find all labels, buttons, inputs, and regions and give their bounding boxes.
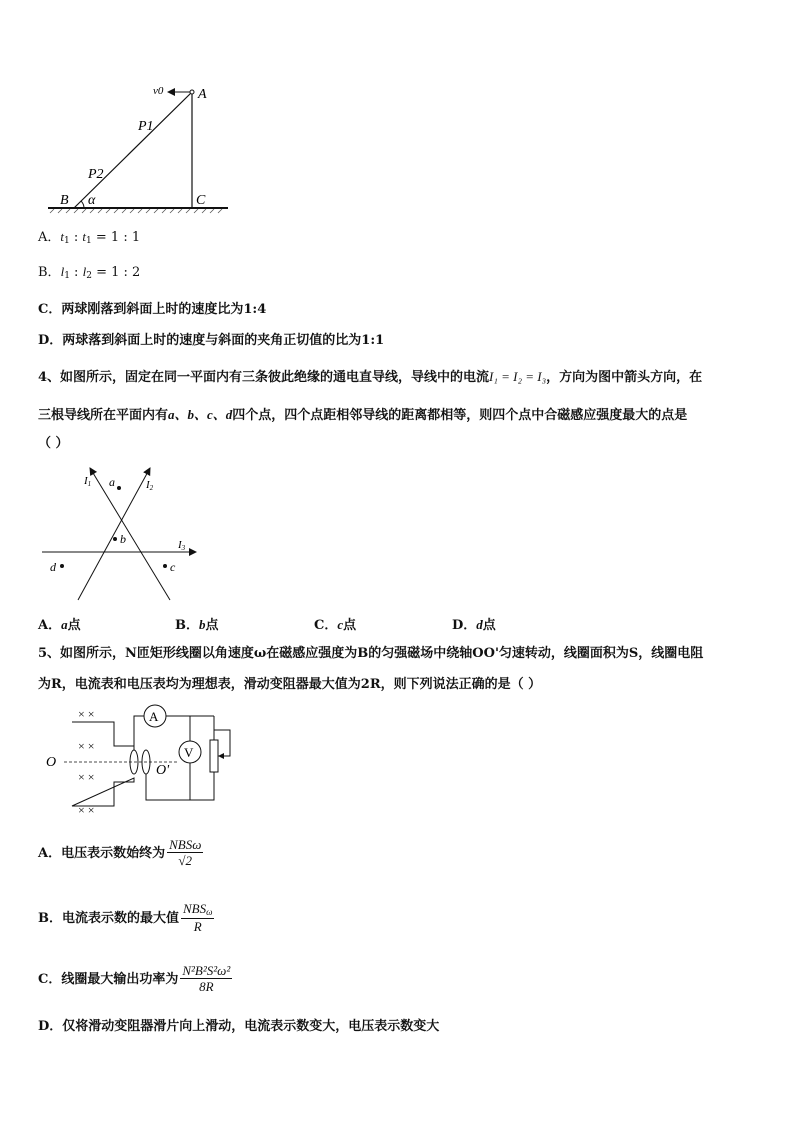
point-a <box>117 486 121 490</box>
label-point-d: d <box>50 560 56 574</box>
coil <box>72 722 134 806</box>
point-d <box>60 564 64 568</box>
q4-stem-line2 <box>38 407 687 424</box>
q5-stem-line1: 5、如图所示，N匝矩形线圈以角速度ω在磁感应强度为B的匀强磁场中绕轴OO'匀速转动，线圈面积为S，线圈电阻 <box>38 646 704 661</box>
q3-option-d: D．两球落到斜面上时的速度与斜面的夹角正切值的比为1:1 <box>38 333 385 348</box>
wires-diagram <box>38 462 206 602</box>
q4-stem-line1 <box>38 369 702 386</box>
incline-line <box>74 92 192 208</box>
option-text: C．线圈最大输出功率为 <box>38 971 179 987</box>
label-v0: v0 <box>153 85 164 97</box>
cross-row3: × × <box>78 770 95 784</box>
l1-symbol: l <box>60 264 65 279</box>
label-i2: I2 <box>146 479 154 492</box>
l2-symbol: l <box>82 264 87 279</box>
label-point-c: c <box>170 560 176 574</box>
ratio-sep: : <box>69 265 83 280</box>
q4-option-d: D．d点 <box>452 617 496 633</box>
q5-option-c <box>38 964 232 995</box>
voltmeter-label: V <box>184 745 194 760</box>
label-point-b: b <box>120 532 126 546</box>
label-b: B <box>60 193 69 208</box>
rheostat <box>210 740 218 772</box>
q4-text-a: 4、如图所示，固定在同一平面内有三条彼此绝缘的通电直导线，导线中的电流 <box>38 370 490 385</box>
wire-bottom <box>146 716 214 800</box>
q5-option-d: D．仅将滑动变阻器滑片向上滑动，电流表示数变大，电压表示数变大 <box>38 1019 440 1034</box>
label-alpha: α <box>88 193 96 208</box>
q3-option-a: A．$t_1$ : $t_1 = 1$ : 1 <box>38 229 141 246</box>
current-equation: I₁ = I₂ = I₃ <box>489 369 547 384</box>
ground-hatch <box>50 209 222 213</box>
q5-stem-line2: 为R，电流表和电压表均为理想表，滑动变阻器最大值为2R，则下列说法正确的是（ ） <box>38 677 542 692</box>
point-b <box>113 537 117 541</box>
option-text: B．电流表示数的最大值 <box>38 910 179 926</box>
cross-row2: × × <box>78 739 95 753</box>
q3-option-b: B．$l_1$ : $l_2 = 1$ : 2 <box>38 264 141 281</box>
point-a-dot <box>190 90 194 94</box>
slider-arrow <box>218 753 224 759</box>
q4-text-c: 三根导线所在平面内有 <box>38 408 169 423</box>
label-a: A <box>198 87 207 102</box>
t1-symbol: t <box>60 229 65 244</box>
t2-symbol: t <box>82 229 87 244</box>
option-text: A．电压表示数始终为 <box>38 845 166 861</box>
label-point-a: a <box>109 475 115 489</box>
q4-stem-line3: （ ） <box>38 436 69 451</box>
label-i1: I1 <box>84 475 92 488</box>
point-c <box>163 564 167 568</box>
fraction: $\frac{NBS_\omega}{R}$ <box>183 901 213 934</box>
cross-row1: × × <box>78 707 95 721</box>
ratio-value: = 1 : 1 <box>91 230 141 245</box>
q5-option-b <box>38 902 214 934</box>
q4-option-b: B．b点 <box>175 617 219 633</box>
q5-option-a <box>38 838 203 869</box>
ammeter-label: A <box>149 709 159 724</box>
label-c: C <box>196 193 206 208</box>
q3-option-c: C．两球刚落到斜面上时的速度比为1:4 <box>38 302 267 317</box>
circuit-diagram <box>42 704 252 820</box>
q4-text-d: 四个点，四个点距相邻导线的距离都相等，则四个点中合磁感应强度最大的点是 <box>232 408 688 423</box>
cross-row4: × × <box>78 803 95 817</box>
label-o-prime: O' <box>156 763 170 778</box>
ratio-value: = 1 : 2 <box>91 265 141 280</box>
label-o: O <box>46 755 57 770</box>
fraction: $\frac{\text{NBSω}}{√2}$ <box>169 837 202 869</box>
q4-option-a: A．a点 <box>38 617 81 633</box>
q4-options <box>38 614 558 632</box>
option-prefix: A． <box>38 230 61 245</box>
angle-arc <box>81 201 84 208</box>
ratio-sep: : <box>69 230 83 245</box>
label-p2: P2 <box>88 167 104 182</box>
q4-text-b: ，方向为图中箭头方向，在 <box>546 370 703 385</box>
incline-diagram <box>44 80 234 215</box>
q4-points: a、b、c、d <box>168 407 233 422</box>
wire-i1 <box>90 468 170 600</box>
label-i3: I3 <box>178 539 186 552</box>
label-p1: P1 <box>138 119 154 134</box>
fraction: $\frac{\text{N²B²S²ω²}}{8R}$ <box>182 963 231 995</box>
option-prefix: B． <box>38 265 61 280</box>
q4-option-c: C．c点 <box>314 617 357 633</box>
